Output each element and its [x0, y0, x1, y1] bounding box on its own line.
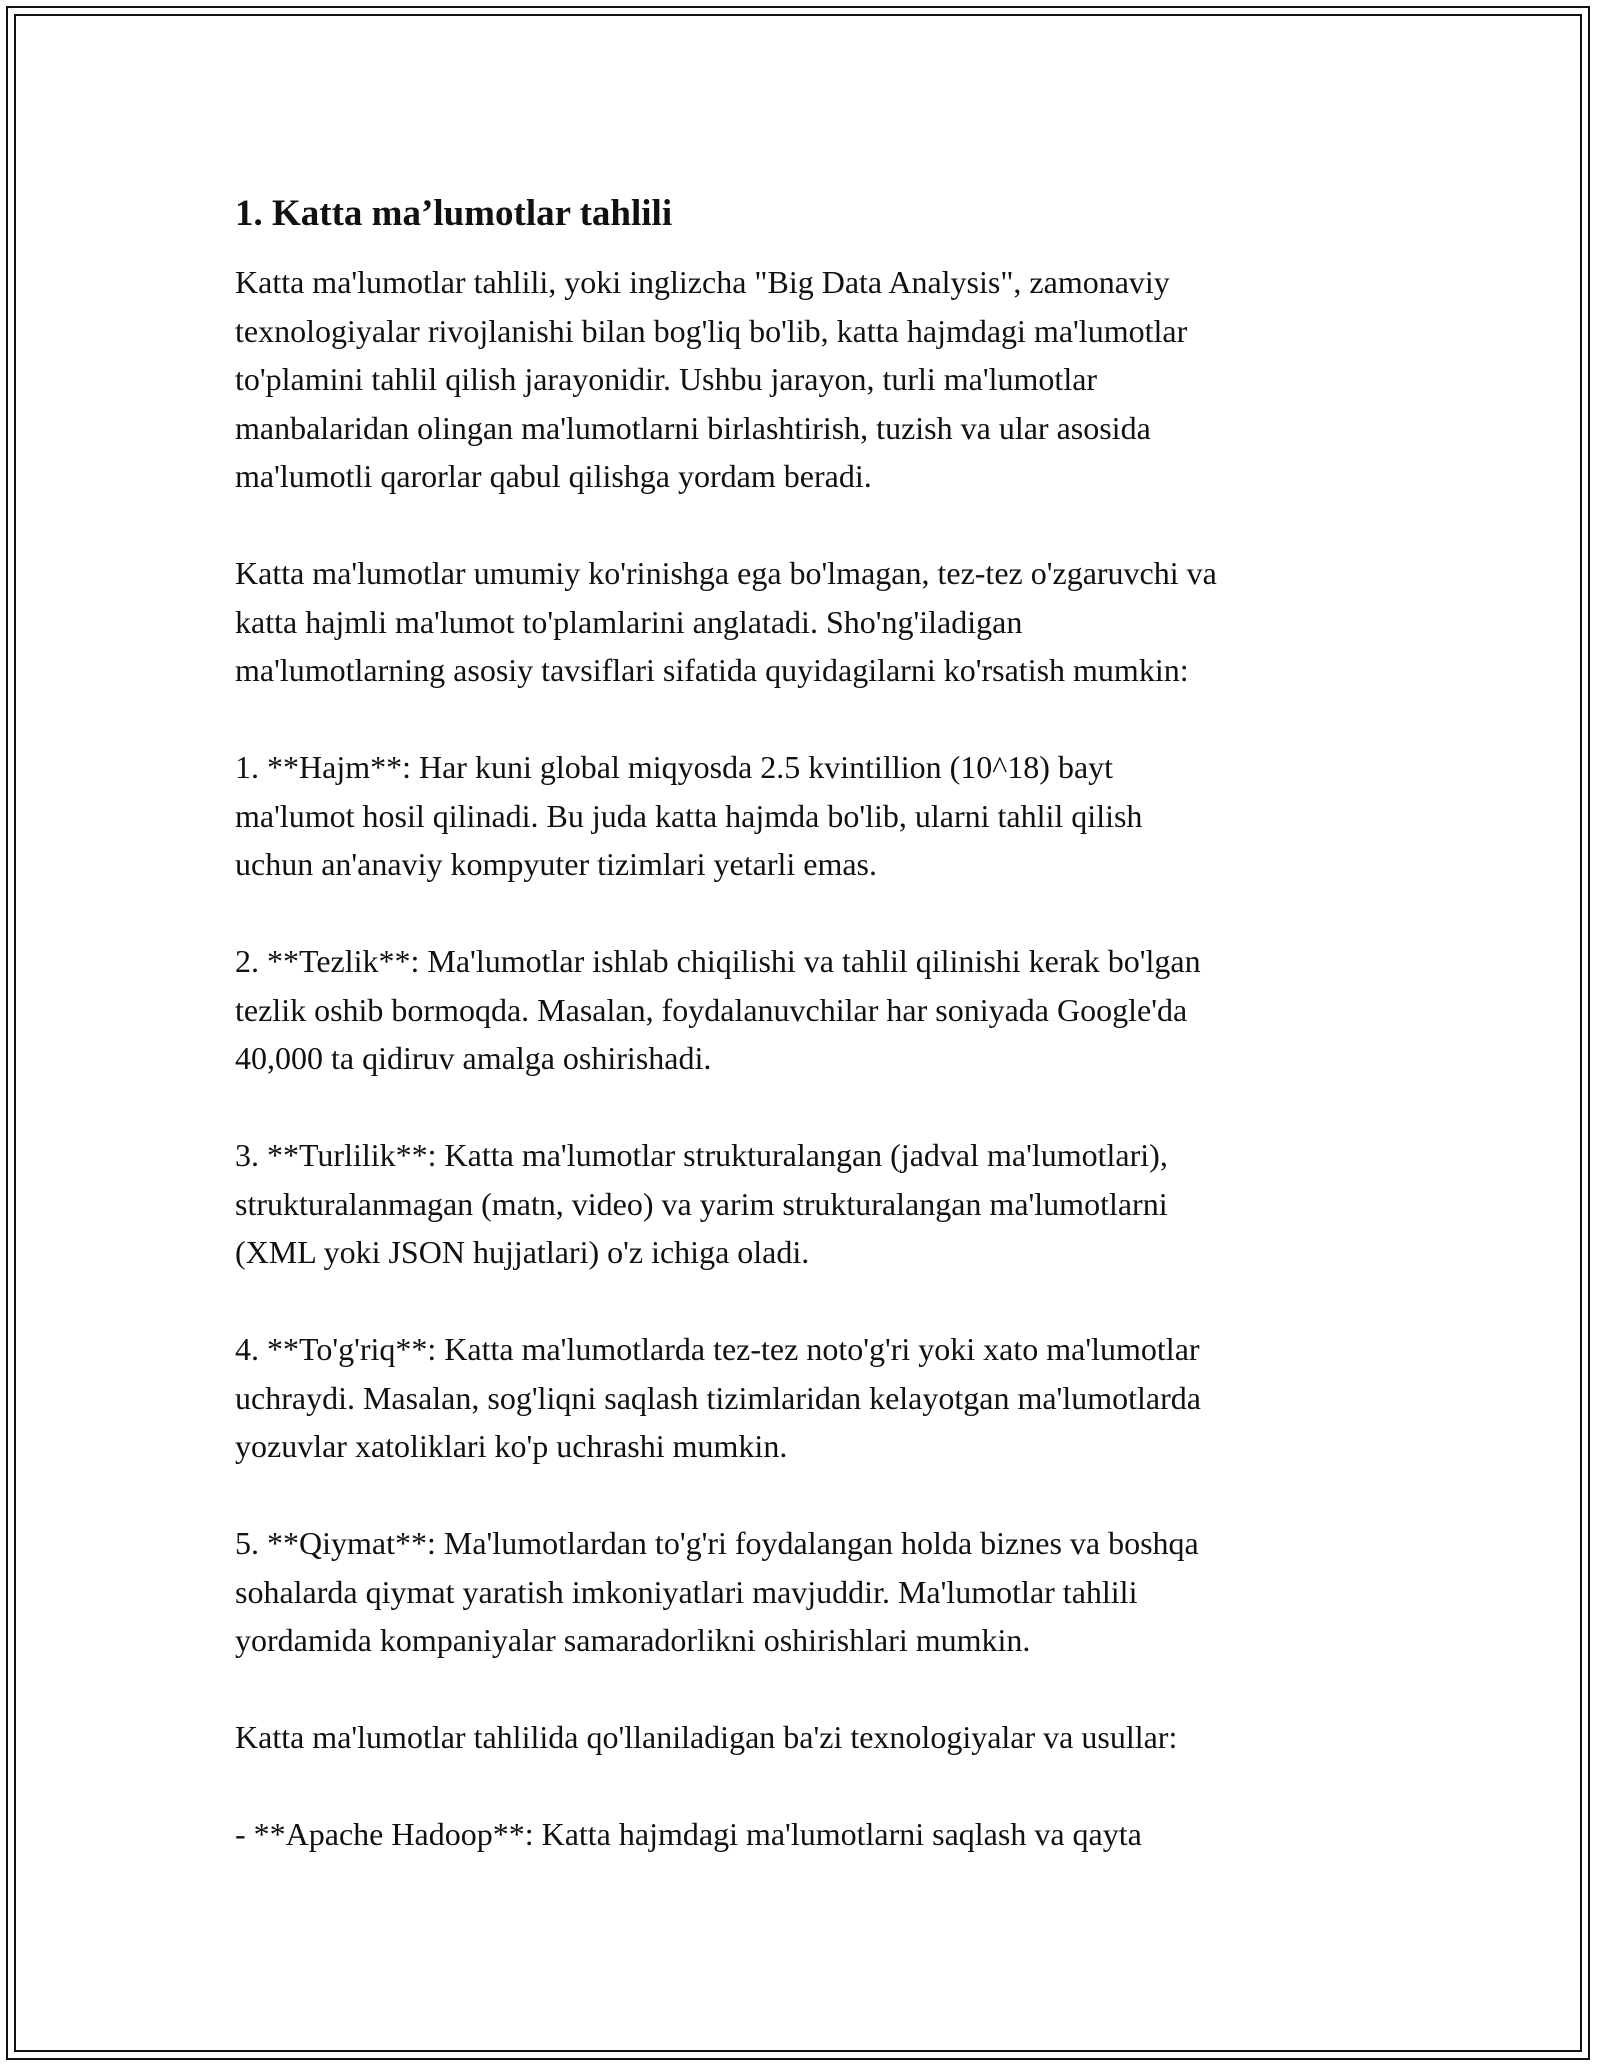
- text-line: ma'lumotli qarorlar qabul qilishga yordam beradi.: [235, 458, 872, 494]
- text-line: uchraydi. Masalan, sog'liqni saqlash tizimlaridan kelayotgan ma'lumotlarda: [235, 1379, 1201, 1416]
- list-item-hadoop: [235, 1810, 1375, 1859]
- text-line: Katta ma'lumotlar tahlili, yoki inglizcha "Big Data Analysis", zamonaviy: [235, 264, 1170, 300]
- section-heading: 1. Katta ma’lumotlar tahlili: [235, 193, 673, 234]
- text-line: Katta ma'lumotlar tahlilida qo'llaniladigan ba'zi texnologiyalar va usullar:: [235, 1719, 1178, 1755]
- paragraph-technologies-intro: [235, 1713, 1375, 1762]
- text-line: texnologiyalar rivojlanishi bilan bog'liq bo'lib, katta hajmdagi ma'lumotlar: [235, 312, 1188, 349]
- text-line: 2. **Tezlik**: Ma'lumotlar ishlab chiqilishi va tahlil qilinishi kerak bo'lgan: [235, 943, 1201, 979]
- text-line: ma'lumot hosil qilinadi. Bu juda katta hajmda bo'lib, ularni tahlil qilish: [235, 797, 1143, 834]
- text-line: sohalarda qiymat yaratish imkoniyatlari mavjuddir. Ma'lumotlar tahlili: [235, 1573, 1138, 1610]
- list-item-variety: [235, 1131, 1375, 1277]
- document-body: [235, 190, 1375, 1907]
- text-line: tezlik oshib bormoqda. Masalan, foydalanuvchilar har soniyada Google'da: [235, 991, 1188, 1028]
- text-line: katta hajmli ma'lumot to'plamlarini anglatadi. Sho'ng'iladigan: [235, 603, 1023, 640]
- text-line: 40,000 ta qidiruv amalga oshirishadi.: [235, 1040, 712, 1076]
- text-line: ma'lumotlarning asosiy tavsiflari sifatida quyidagilarni ko'rsatish mumkin:: [235, 652, 1189, 688]
- text-line: to'plamini tahlil qilish jarayonidir. Ushbu jarayon, turli ma'lumotlar: [235, 361, 1098, 397]
- text-line: yozuvlar xatoliklari ko'p uchrashi mumkin.: [235, 1428, 788, 1464]
- text-line: Katta ma'lumotlar umumiy ko'rinishga ega bo'lmagan, tez-tez o'zgaruvchi va: [235, 555, 1217, 591]
- list-item-velocity: [235, 937, 1375, 1083]
- list-item-volume: [235, 743, 1375, 889]
- text-line: manbalaridan olingan ma'lumotlarni birlashtirish, tuzish va ular asosida: [235, 409, 1151, 446]
- list-item-value: [235, 1519, 1375, 1665]
- paragraph-characteristics: [235, 549, 1375, 695]
- text-line: yordamida kompaniyalar samaradorlikni oshirishlari mumkin.: [235, 1622, 1031, 1658]
- paragraph-intro: [235, 258, 1375, 501]
- text-line: uchun an'anaviy kompyuter tizimlari yetarli emas.: [235, 846, 877, 882]
- text-line: - **Apache Hadoop**: Katta hajmdagi ma'lumotlarni saqlash va qayta: [235, 1816, 1142, 1852]
- text-line: 5. **Qiymat**: Ma'lumotlardan to'g'ri foydalangan holda biznes va boshqa: [235, 1525, 1199, 1561]
- text-line: 4. **To'g'riq**: Katta ma'lumotlarda tez-tez noto'g'ri yoki xato ma'lumotlar: [235, 1331, 1200, 1367]
- text-line: 1. **Hajm**: Har kuni global miqyosda 2.5 kvintillion (10^18) bayt: [235, 749, 1114, 785]
- list-item-veracity: [235, 1325, 1375, 1471]
- text-line: strukturalanmagan (matn, video) va yarim strukturalangan ma'lumotlarni: [235, 1185, 1168, 1222]
- text-line: (XML yoki JSON hujjatlari) o'z ichiga oladi.: [235, 1234, 810, 1270]
- text-line: 3. **Turlilik**: Katta ma'lumotlar strukturalangan (jadval ma'lumotlari),: [235, 1137, 1168, 1173]
